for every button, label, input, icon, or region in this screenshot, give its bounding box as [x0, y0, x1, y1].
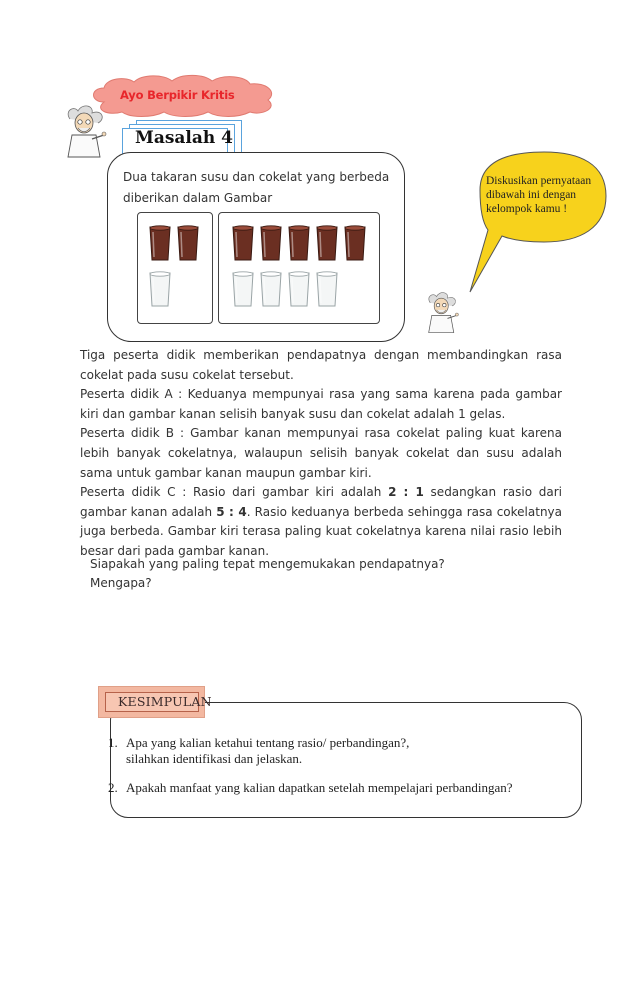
list-item [108, 780, 568, 796]
kesimpulan-title: KESIMPULAN [118, 694, 212, 709]
bubble-text: Diskusikan pernyataan dibawah ini dengan kelompok kamu ! [486, 175, 592, 215]
milk-glass-icon [259, 270, 283, 308]
item-line-1: Apakah manfaat yang kalian dapatkan setelah mempelajari perbandingan? [126, 780, 513, 795]
chocolate-glass-icon [315, 224, 339, 262]
item-line-2: silahkan identifikasi dan jelaskan. [126, 751, 303, 766]
ratio-left: 2 : 1 [388, 485, 424, 500]
problem-text: Dua takaran susu dan cokelat yang berbeda diberikan dalam Gambar [123, 170, 390, 205]
chocolate-glass-icon [287, 224, 311, 262]
scientist-icon [62, 105, 108, 159]
item-line-1: Apa yang kalian ketahui tentang rasio/ perbandingan?, [126, 735, 410, 750]
student-c-text-3: . Rasio keduanya berbeda sehingga rasa cokelatnya juga berbeda. Gambar kiri terasa paling kuat cokelatnya karena nilai rasio lebih besar dari pada gambar kanan. [80, 504, 563, 558]
ratio-right: 5 : 4 [216, 504, 247, 519]
milk-glass-icon [287, 270, 311, 308]
student-b-paragraph: Peserta didik B : Gambar kanan mempunyai rasa cokelat paling kuat karena lebih banyak cokelatnya, walaupun selisih banyak cokelat dan susu adalah sama untuk gambar kanan maupun gambar kiri. [80, 426, 562, 480]
chocolate-glass-icon [343, 224, 367, 262]
student-c-text-2: sedangkan rasio dari gambar kanan adalah [80, 485, 563, 519]
item-number: 1. [108, 735, 118, 750]
milk-glass-icon [315, 270, 339, 308]
question-line-1: Siapakah yang paling tepat mengemukakan pendapatnya? [90, 557, 445, 571]
kesimpulan-list [108, 735, 568, 809]
item-number: 2. [108, 780, 118, 795]
student-c-text-1: Peserta didik C : Rasio dari gambar kiri adalah [80, 485, 389, 500]
banner-label: Ayo Berpikir Kritis [120, 88, 235, 102]
chocolate-glass-icon [231, 224, 255, 262]
question-block [90, 555, 570, 593]
speech-bubble [458, 150, 610, 300]
milk-glass-icon [231, 270, 255, 308]
list-item [108, 735, 568, 767]
intro-paragraph: Tiga peserta didik memberikan pendapatnya dengan membandingkan rasa cokelat pada susu cokelat tersebut. [80, 348, 562, 382]
student-c-paragraph [80, 483, 562, 561]
chocolate-glass-icon [259, 224, 283, 262]
chocolate-glass-icon [148, 224, 172, 262]
student-a-paragraph: Peserta didik A : Keduanya mempunyai rasa yang sama karena pada gambar kiri dan gambar kanan selisih banyak susu dan cokelat adalah 1 gelas. [80, 387, 562, 421]
body-text [80, 346, 562, 562]
problem-title: Masalah 4 [135, 128, 233, 148]
milk-glass-icon [148, 270, 172, 308]
scientist-icon [424, 290, 460, 336]
chocolate-glass-icon [176, 224, 200, 262]
question-line-2: Mengapa? [90, 576, 152, 590]
